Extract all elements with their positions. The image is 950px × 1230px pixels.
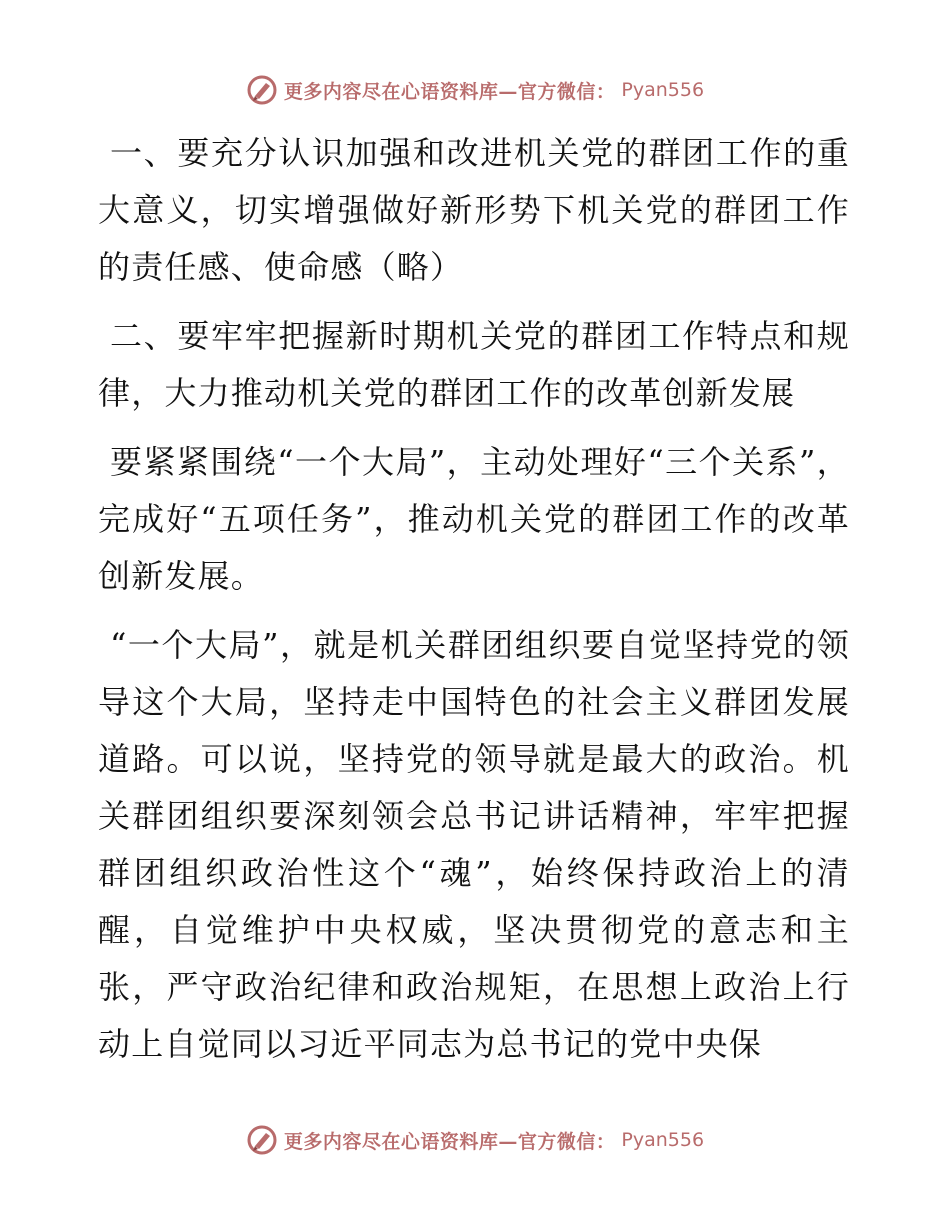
paragraph-2: 二、要牢牢把握新时期机关党的群团工作特点和规律，大力推动机关党的群团工作的改革创新发展 [98, 317, 850, 412]
header-watermark [0, 70, 950, 110]
document-body [98, 125, 850, 1085]
watermark-text: 更多内容尽在心语资料库—官方微信： [283, 80, 616, 103]
footer-watermark [0, 1120, 950, 1160]
paragraph-3: 要紧紧围绕“一个大局”，主动处理好“三个关系”，完成好“五项任务”，推动机关党的群团工作的改革创新发展。 [98, 443, 850, 595]
pen-logo-icon [246, 1124, 278, 1156]
paragraph-1: 一、要充分认识加强和改进机关党的群团工作的重大意义，切实增强做好新形势下机关党的群团工作的责任感、使命感（略） [98, 134, 850, 286]
watermark-wechat-id: Pyan556 [621, 1129, 705, 1151]
watermark-wechat-id: Pyan556 [621, 79, 705, 101]
paragraph-4: “一个大局”，就是机关群团组织要自觉坚持党的领导这个大局，坚持走中国特色的社会主义群团发展道路。可以说，坚持党的领导就是最大的政治。机关群团组织要深刻领会总书记讲话精神，牢牢把握群团组织政治性这个“魂”，始终保持政治上的清醒，自觉维护中央权威，坚决贯彻党的意志和主张，严守政治纪律和政治规矩，在思想上政治上行动上自觉同以习近平同志为总书记的党中央保 [98, 626, 850, 1063]
pen-logo-icon [246, 74, 278, 106]
watermark-text: 更多内容尽在心语资料库—官方微信： [283, 1130, 616, 1153]
